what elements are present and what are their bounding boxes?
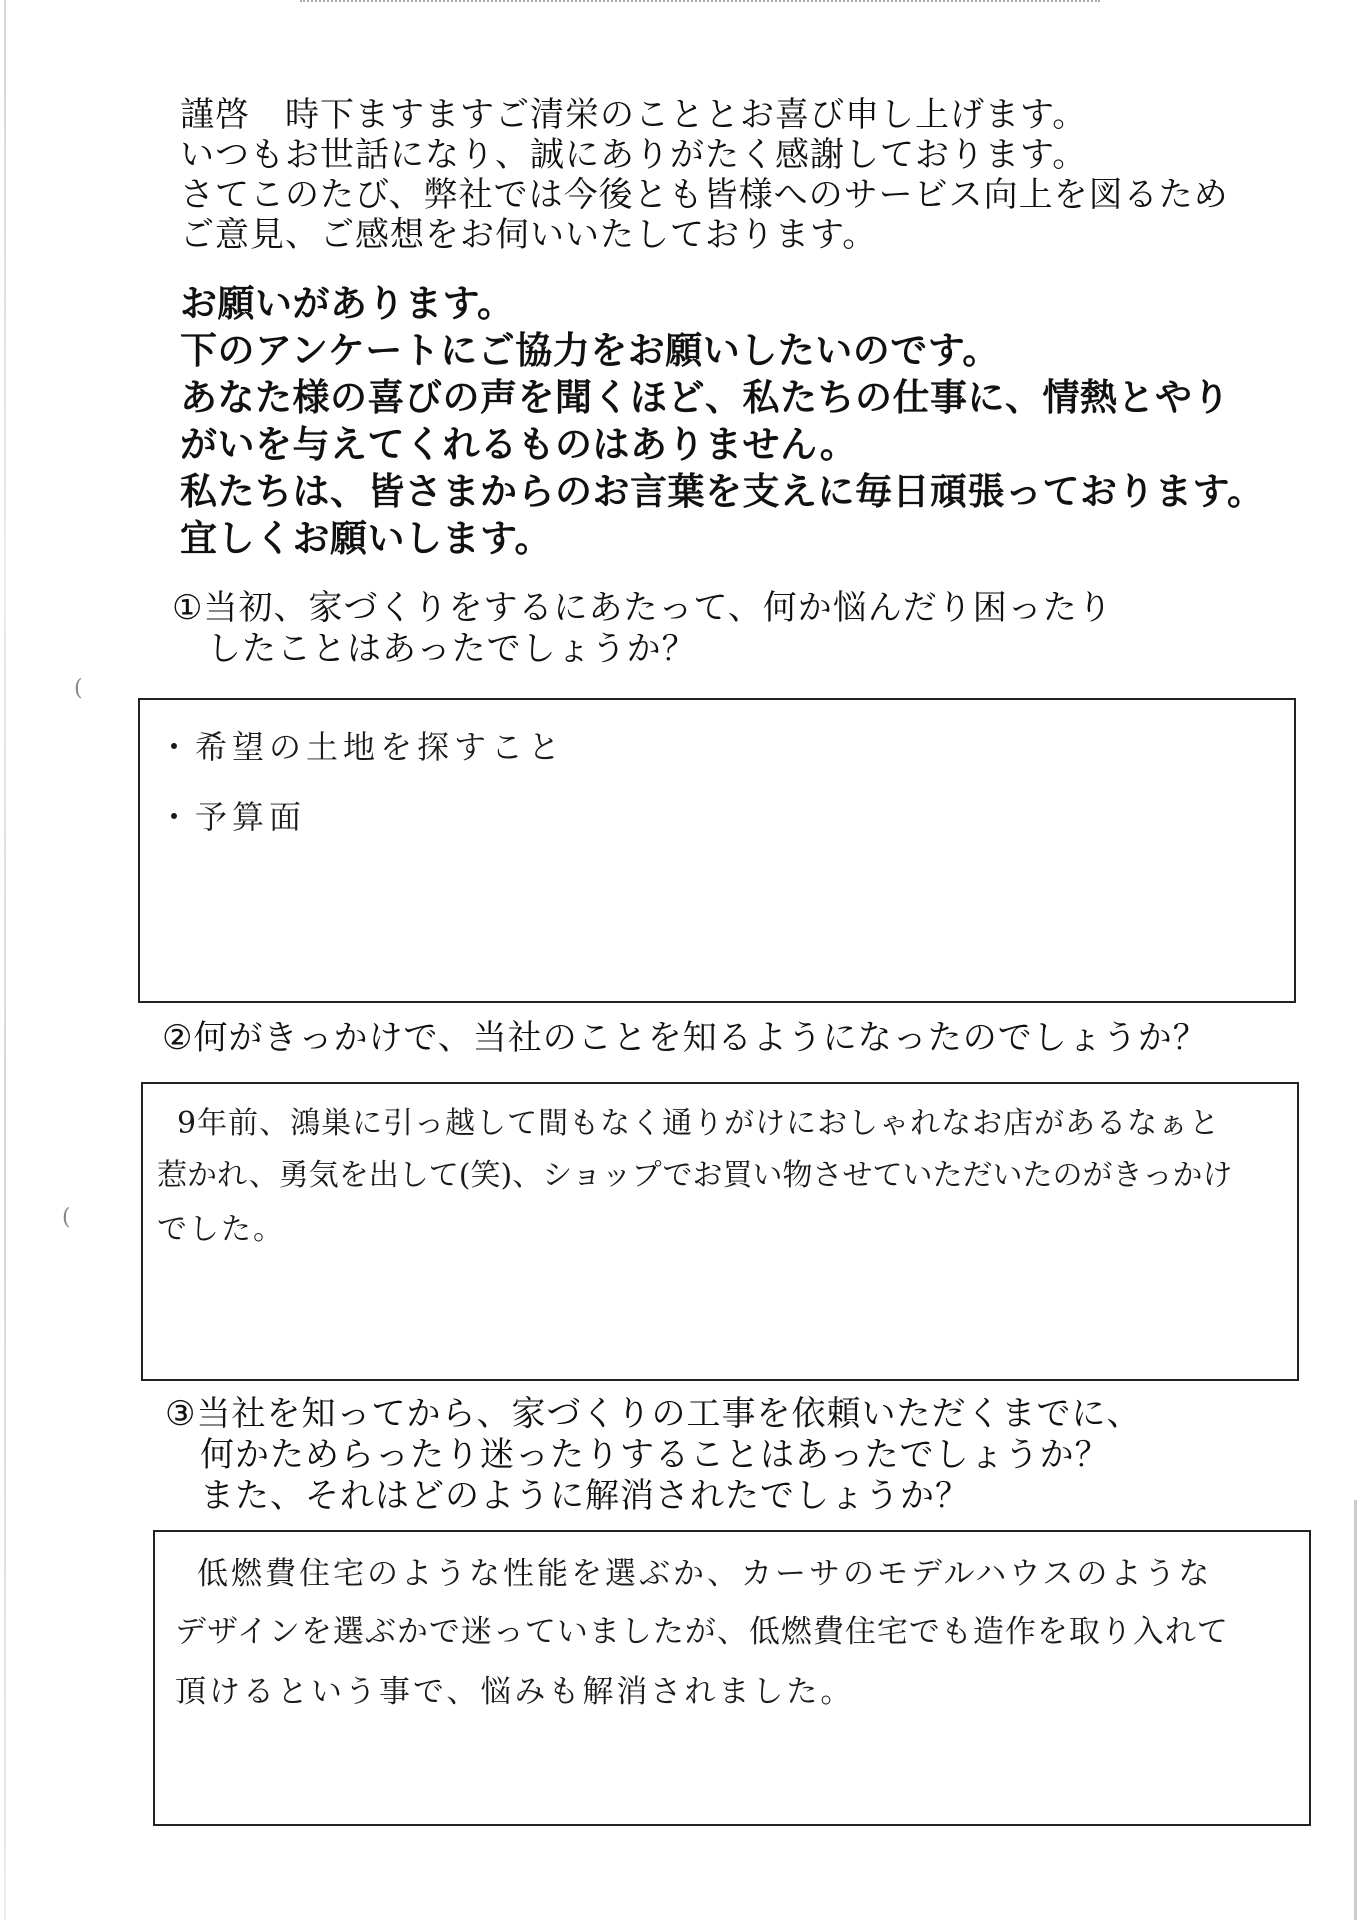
answer-line: 惹かれ、勇気を出して(笑)、ショップでお買い物させていただいたのがきっかけ: [157, 1158, 1233, 1193]
scan-edge-left: [4, 0, 6, 1920]
request-line: お願いがあります。: [180, 282, 515, 325]
request-line: がいを与えてくれるものはありません。: [180, 423, 858, 466]
answer-line: でした。: [157, 1212, 285, 1247]
answer-line: ・予算面: [158, 798, 307, 836]
question-3: [165, 1394, 1141, 1517]
request-line: あなた様の喜びの声を聞くほど、私たちの仕事に、情熱とやり: [180, 376, 1230, 419]
answer-line: デザインを選ぶかで迷っていましたが、低燃費住宅でも造作を取り入れて: [175, 1614, 1229, 1650]
answer-line: 低燃費住宅のような性能を選ぶか、カーサのモデルハウスのような: [197, 1556, 1213, 1592]
question-line: ③当社を知ってから、家づくりの工事を依頼いただくまでに、: [165, 1394, 1142, 1434]
request-line: 下のアンケートにご協力をお願いしたいのです。: [180, 329, 1000, 372]
answer-line: ・希望の土地を探すこと: [158, 728, 566, 766]
request-line: 宜しくお願いします。: [180, 517, 553, 560]
intro-line: 謹啓 時下ますますご清栄のこととお喜び申し上げます。: [180, 95, 1088, 135]
answer-line: 頂けるという事で、悩みも解消されました。: [175, 1674, 855, 1710]
question-2: [162, 1018, 1208, 1059]
intro-line: さてこのたび、弊社では今後とも皆様へのサービス向上を図るため: [180, 175, 1229, 215]
request-paragraph: [180, 280, 1265, 562]
question-1: [172, 588, 1113, 670]
answer-box-1[interactable]: [138, 698, 1296, 1003]
question-line: ①当初、家づくりをするにあたって、何か悩んだり困ったり: [172, 588, 1113, 628]
question-line: また、それはどのように解消されたでしょうか？: [165, 1476, 970, 1516]
intro-line: いつもお世話になり、誠にありがたく感謝しております。: [180, 135, 1088, 175]
answer-box-2[interactable]: [141, 1082, 1299, 1381]
intro-line: ご意見、ご感想をお伺いいたしております。: [180, 215, 878, 255]
margin-mark: (: [74, 676, 83, 701]
request-line: 私たちは、皆さまからのお言葉を支えに毎日頑張っております。: [180, 470, 1265, 513]
question-line: 何かためらったり迷ったりすることはあったでしょうか？: [165, 1435, 1110, 1475]
question-line: したことはあったでしょうか？: [172, 629, 697, 669]
question-line: ②何がきっかけで、当社のことを知るようになったのでしょうか？: [162, 1018, 1208, 1058]
intro-paragraph: [180, 95, 1229, 255]
margin-mark: (: [62, 1205, 71, 1230]
scan-top-speckle: [300, 0, 1100, 4]
answer-box-3[interactable]: [153, 1530, 1311, 1826]
answer-line: 9年前、鴻巣に引っ越して間もなく通りがけにおしゃれなお店があるなぁと: [177, 1106, 1221, 1141]
